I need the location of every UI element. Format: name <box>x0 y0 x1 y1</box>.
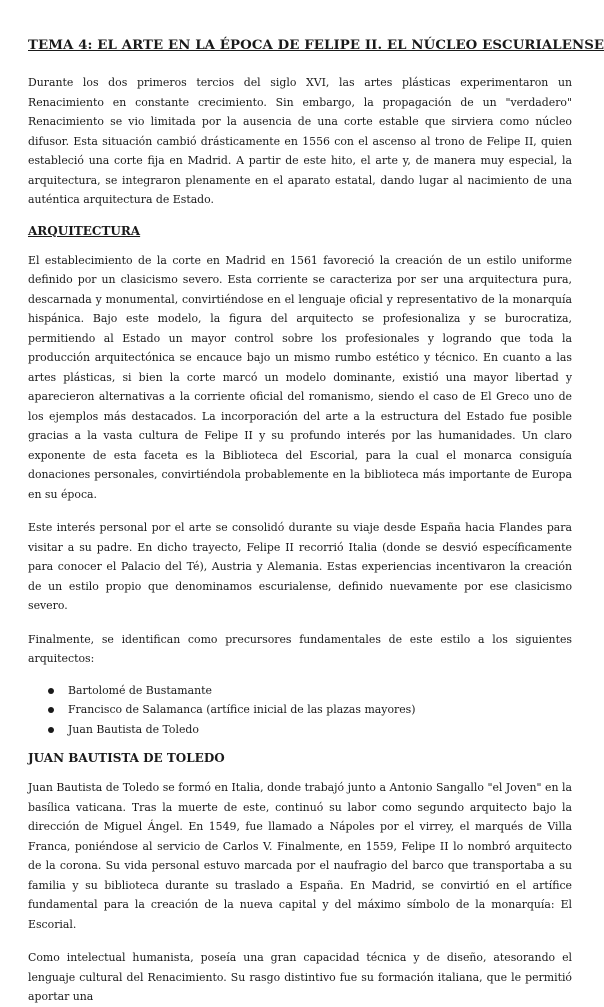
list-item-label: Francisco de Salamanca (artífice inicial de las plazas mayores) <box>68 703 416 716</box>
list-item <box>48 700 572 720</box>
list-item-label: Bartolomé de Bustamante <box>68 683 212 697</box>
architects-list <box>28 681 572 740</box>
arquitectura-paragraph-3: Finalmente, se identifican como precursores fundamentales de este estilo a los siguientes arquitectos: <box>28 632 572 665</box>
arquitectura-paragraph-2: Este interés personal por el arte se consolidó durante su viaje desde España hacia Flandes para visitar a su padre. En dicho trayecto, Felipe II recorrió Italia (donde se desvió específicamente para conocer el Palacio del Té), Austria y Alemania. Estas experiencias incentivaron la creación de un estilo propio que denominamos escurialense, definido nuevamente por ese clasicismo severo. <box>28 521 572 612</box>
bullet-icon <box>48 727 54 733</box>
section-heading-arquitectura: ARQUITECTURA <box>28 223 141 238</box>
bullet-icon <box>48 688 54 694</box>
bullet-icon <box>48 707 54 713</box>
list-item-label: Juan Bautista de Toledo <box>68 722 199 736</box>
section-heading-toledo: JUAN BAUTISTA DE TOLEDO <box>28 751 225 765</box>
toledo-paragraph-1: Juan Bautista de Toledo se formó en Italia, donde trabajó junto a Antonio Sangallo "el Joven" en la basílica vaticana. Tras la muerte de este, continuó su labor como segundo arquitecto bajo la dirección de Miguel Ángel. En 1549, fue llamado a Nápoles por el virrey, el marqués de Villa Franca, poniéndose al servicio de Carlos V. Finalmente, en 1559, Felipe II lo nombró arquitecto de la corona. Su vida personal estuvo marcada por el naufragio del barco que transportaba a su familia y su biblioteca durante su traslado a España. En Madrid, se convirtió en el artífice fundamental para la creación de la nueva capital y del máximo símbolo de la monarquía: El Escorial. <box>28 781 572 931</box>
toledo-paragraph-2: Como intelectual humanista, poseía una gran capacidad técnica y de diseño, atesorando el lenguaje cultural del Renacimiento. Su rasgo distintivo fue su formación italiana, que le permitió aportar una <box>28 951 572 1003</box>
intro-paragraph: Durante los dos primeros tercios del siglo XVI, las artes plásticas experimentaron un Renacimiento en constante crecimiento. Sin embargo, la propagación de un "verdadero" Renacimiento se vio limitada por la ausencia de una corte estable que sirviera como núcleo difusor. Esta situación cambió drásticamente en 1556 con el ascenso al trono de Felipe II, quien estableció una corte fija en Madrid. A partir de este hito, el arte y, de manera muy especial, la arquitectura, se integraron plenamente en el aparato estatal, dando lugar al nacimiento de una auténtica arquitectura de Estado. <box>28 76 572 206</box>
document-title: TEMA 4: EL ARTE EN LA ÉPOCA DE FELIPE II. EL NÚCLEO ESCURIALENSE <box>28 38 604 53</box>
list-item <box>48 720 572 740</box>
arquitectura-paragraph-1: El establecimiento de la corte en Madrid en 1561 favoreció la creación de un estilo uniforme definido por un clasicismo severo. Esta corriente se caracteriza por ser una arquitectura pura, descarnada y monumental, convirtiéndose en el lenguaje oficial y representativo de la monarquía hispánica. Bajo este modelo, la figura del arquitecto se profesionaliza y se burocratiza, permitiendo al Estado un mayor control sobre los profesionales y logrando que toda la producción arquitectónica se encauce bajo un mismo rumbo estético y técnico. En cuanto a las artes plásticas, si bien la corte marcó un modelo dominante, existió una mayor libertad y aparecieron alternativas a la corriente oficial del romanismo, siendo el caso de El Greco uno de los ejemplos más destacados. La incorporación del arte a la estructura del Estado fue posible gracias a la vasta cultura de Felipe II y su profundo interés por las humanidades. Un claro exponente de esta faceta es la Biblioteca del Escorial, para la cual el monarca consiguía donaciones personales, convirtiéndola probablemente en la biblioteca más importante de Europa en su época. <box>28 253 572 501</box>
list-item <box>48 681 572 701</box>
